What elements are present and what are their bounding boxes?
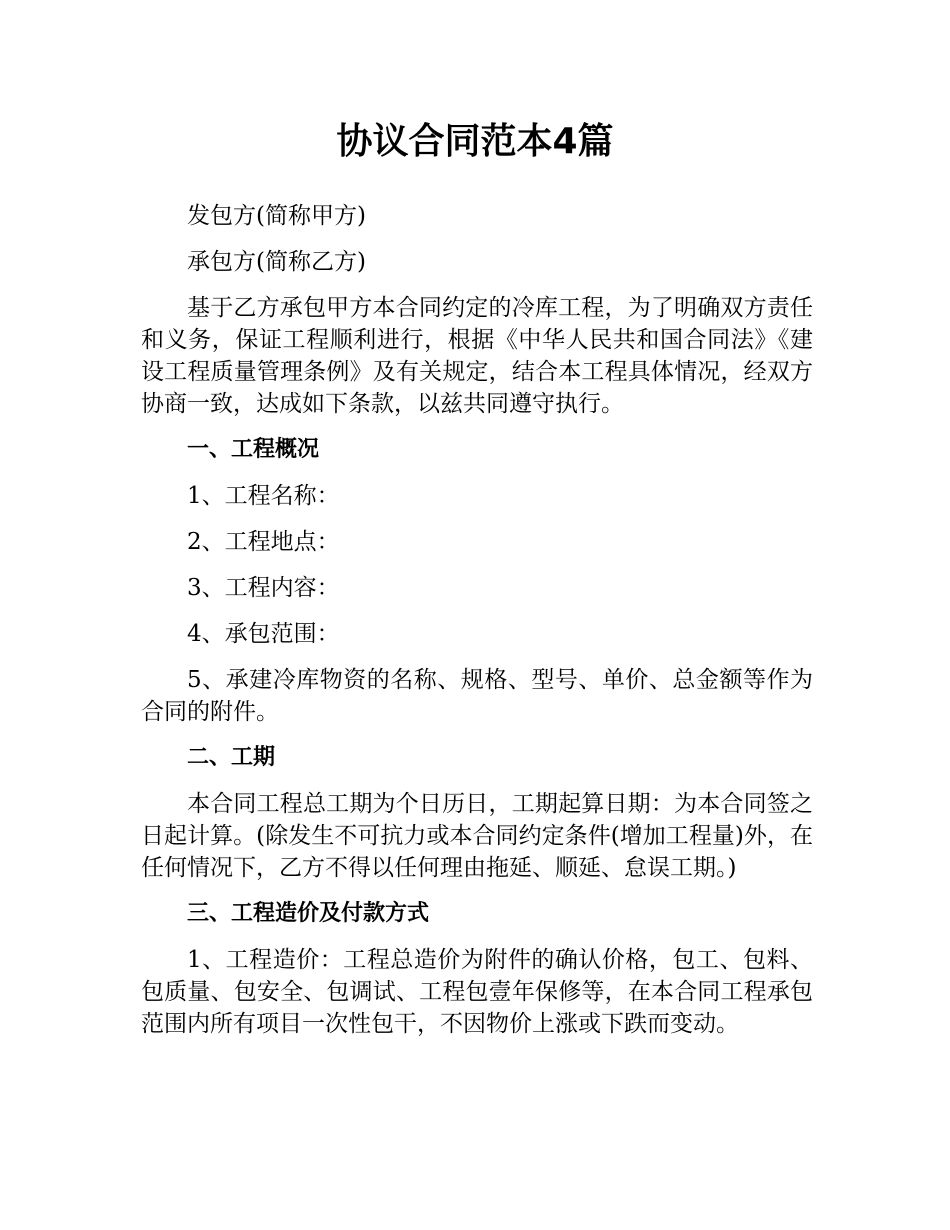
list-item-project-content: 3、工程内容： xyxy=(187,575,340,601)
preamble-paragraph: 基于乙方承包甲方本合同约定的冷库工程，为了明确双方责任和义务，保证工程顺利进行，根据《中华人民共和国合同法》《建设工程质量管理条例》及有关规定，结合本工程具体情况，经双方协商一致，达成如下条款，以兹共同遵守执行。 xyxy=(141,295,813,417)
party-b-line: 承包方(简称乙方) xyxy=(187,249,366,275)
section-heading-schedule: 二、工期 xyxy=(187,745,276,770)
section-heading-overview: 一、工程概况 xyxy=(187,437,320,462)
list-item-project-location: 2、工程地点： xyxy=(187,529,340,555)
section-heading-cost-payment: 三、工程造价及付款方式 xyxy=(187,901,430,926)
document-body xyxy=(141,200,813,1054)
document-title: 协议合同范本4篇 xyxy=(336,121,614,162)
list-item-project-name: 1、工程名称： xyxy=(187,483,340,509)
list-item-materials-attachment: 5、承建冷库物资的名称、规格、型号、单价、总金额等作为合同的附件。 xyxy=(141,667,813,725)
list-item-contract-scope: 4、承包范围： xyxy=(187,621,340,647)
cost-paragraph: 1、工程造价：工程总造价为附件的确认价格，包工、包料、包质量、包安全、包调试、工程包壹年保修等，在本合同工程承包范围内所有项目一次性包干，不因物价上涨或下跌而变动。 xyxy=(141,947,813,1037)
party-a-line: 发包方(简称甲方) xyxy=(187,203,366,229)
schedule-paragraph: 本合同工程总工期为个日历日，工期起算日期：为本合同签之日起计算。(除发生不可抗力或本合同约定条件(增加工程量)外，在任何情况下，乙方不得以任何理由拖延、顺延、怠误工期。) xyxy=(141,791,813,881)
